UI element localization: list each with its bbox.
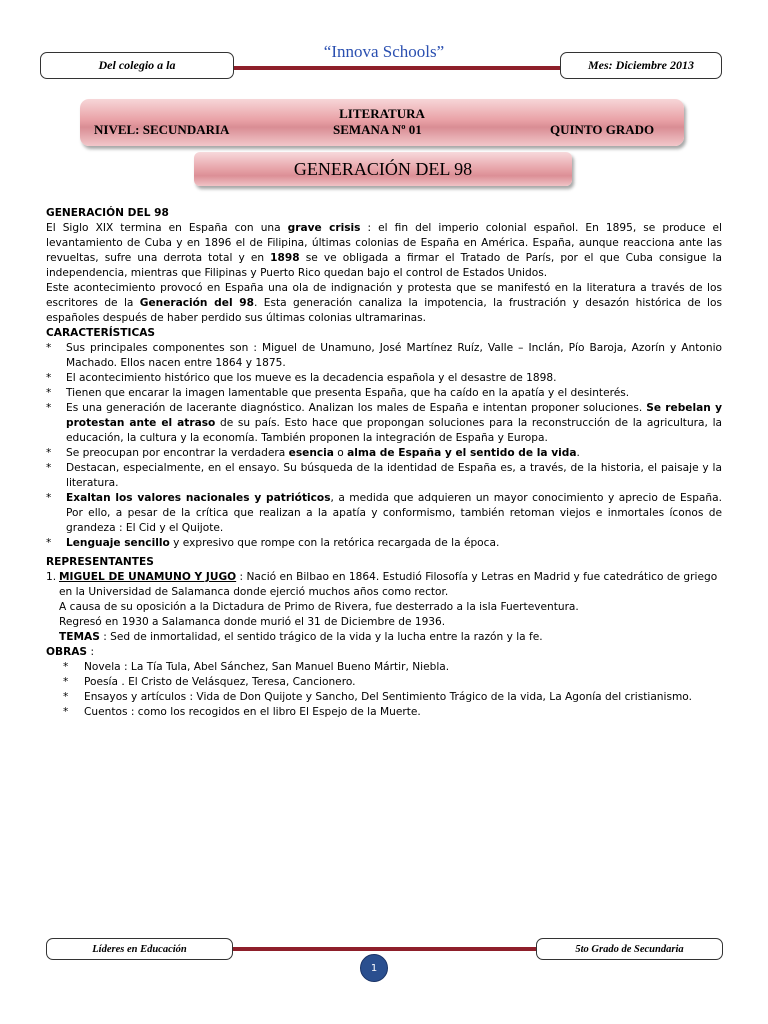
representative-entry bbox=[46, 570, 722, 645]
text-run: : Sed de inmortalidad, el sentido trágico de la vida y la lucha entre la razón y la fe. bbox=[99, 631, 543, 643]
text-run: y expresivo que rompe con la retórica recargada de la época. bbox=[169, 537, 500, 549]
text-run: o bbox=[333, 447, 348, 459]
document-body bbox=[46, 206, 722, 720]
text-run: , a medida que adquieren un mayor conocimiento y aprecio de España. Por ello, a pesar de la crítica que realizan a la apatía y conformismo, también retoman viejos e inmortales íconos de grandeza : El Cid y el Quijote. bbox=[66, 492, 722, 534]
works-label: OBRAS bbox=[46, 646, 88, 658]
bullet-star: * bbox=[46, 447, 52, 459]
bullet-star: * bbox=[46, 387, 52, 399]
characteristics-heading: CARACTERÍSTICAS bbox=[46, 327, 156, 339]
intro-paragraph-1 bbox=[46, 221, 722, 281]
text-run: . bbox=[576, 447, 580, 459]
header-divider bbox=[185, 66, 561, 70]
list-item bbox=[46, 401, 722, 446]
bold-run: Generación del 98 bbox=[139, 297, 255, 309]
list-item bbox=[46, 341, 722, 371]
bullet-star: * bbox=[46, 342, 52, 354]
grade-label: QUINTO GRADO bbox=[550, 122, 655, 137]
text-run: : bbox=[87, 646, 95, 658]
entry-number: 1. bbox=[46, 571, 57, 583]
text-run: Es una generación de lacerante diagnóstico. Analizan los males de España e intentan proponer soluciones. bbox=[66, 402, 647, 414]
work-text: Ensayos y artículos : Vida de Don Quijote y Sancho, Del Sentimiento Trágico de la vida, La Agonía del cristianismo. bbox=[84, 691, 692, 703]
representative-bio bbox=[59, 570, 722, 600]
work-item bbox=[46, 660, 722, 675]
week-label: SEMANA Nº 01 bbox=[333, 122, 422, 137]
bullet-star: * bbox=[46, 537, 52, 549]
representative-name: MIGUEL DE UNAMUNO Y JUGO bbox=[59, 571, 237, 583]
bold-run: grave crisis bbox=[287, 222, 361, 234]
text-run: : el fin del imperio colonial español. En 1895, se produce el levantamiento de Cuba y en 1896 el de Filipina, últimas colonias de España en América. España, aunque reacciona ante las revueltas, sufre una derrota total y en bbox=[46, 222, 722, 264]
work-item bbox=[46, 705, 722, 720]
work-text: Novela : La Tía Tula, Abel Sánchez, San Manuel Bueno Mártir, Niebla. bbox=[84, 661, 450, 673]
text-run: : Nació en Bilbao en 1864. Estudió Filosofía y Letras en Madrid y fue catedrático de griego en la Universidad de Salamanca donde ejerció muchos años como rector. bbox=[59, 571, 718, 598]
work-text: Poesía . El Cristo de Velásquez, Teresa, Cancionero. bbox=[84, 676, 356, 688]
subject-label: LITERATURA bbox=[339, 106, 425, 121]
footer-left-box: Líderes en Educación bbox=[46, 938, 233, 960]
text-run: Este acontecimiento provocó en España una ola de indignación y protesta que se manifestó en la literatura a través de los escritores de la bbox=[46, 282, 722, 309]
text-run: El Siglo XIX termina en España con una bbox=[46, 222, 288, 234]
works-heading bbox=[46, 645, 722, 660]
list-item bbox=[46, 446, 722, 461]
bold-run: alma de España y el sentido de la vida bbox=[347, 447, 577, 459]
themes-line bbox=[59, 630, 722, 645]
list-item bbox=[46, 491, 722, 536]
course-banner bbox=[80, 99, 684, 146]
text-run: de su país. Esto hace que propongan soluciones para la reconstrucción de la agricultura, la educación, la cultura y la economía. También proponen la integración de España y Europa. bbox=[66, 417, 723, 444]
list-item-text: Destacan, especialmente, en el ensayo. Su búsqueda de la identidad de España es, a través, de la historia, el paisaje y la literatura. bbox=[66, 462, 722, 489]
work-item bbox=[46, 690, 722, 705]
section-heading: GENERACIÓN DEL 98 bbox=[46, 207, 169, 219]
footer-divider bbox=[233, 947, 536, 951]
bold-run: 1898 bbox=[270, 252, 300, 264]
bullet-star: * bbox=[46, 372, 52, 384]
bio-line: A causa de su oposición a la Dictadura de Primo de Rivera, fue desterrado a la isla Fuerteventura. bbox=[59, 601, 579, 613]
bullet-star: * bbox=[63, 706, 69, 718]
bullet-star: * bbox=[63, 676, 69, 688]
level-label: NIVEL: SECUNDARIA bbox=[94, 122, 230, 137]
topic-title: GENERACIÓN DEL 98 bbox=[194, 152, 572, 186]
list-item-text: Sus principales componentes son : Miguel de Unamuno, José Martínez Ruíz, Valle – Inclán, Pío Baroja, Azorín y Antonio Machado. Ellos nacen entre 1864 y 1875. bbox=[66, 342, 722, 369]
bold-run: Exaltan los valores nacionales y patrióticos bbox=[66, 492, 331, 504]
themes-label: TEMAS bbox=[59, 631, 100, 643]
bold-run: Se rebelan y protestan ante el atraso bbox=[66, 402, 722, 429]
bullet-star: * bbox=[46, 402, 52, 414]
list-item-text: El acontecimiento histórico que los mueve es la decadencia española y el desastre de 1898. bbox=[66, 372, 557, 384]
bullet-star: * bbox=[63, 691, 69, 703]
representatives-heading: REPRESENTANTES bbox=[46, 556, 154, 568]
text-run: . Esta generación canaliza la impotencia, la frustración y desazón histórica de los españoles después de haber perdido sus últimas colonias ultramarinas. bbox=[46, 297, 723, 324]
list-item bbox=[46, 371, 722, 386]
bullet-star: * bbox=[63, 661, 69, 673]
work-text: Cuentos : como los recogidos en el libro El Espejo de la Muerte. bbox=[84, 706, 421, 718]
bio-line: Regresó en 1930 a Salamanca donde murió el 31 de Diciembre de 1936. bbox=[59, 616, 446, 628]
bold-run: esencia bbox=[288, 447, 334, 459]
bullet-star: * bbox=[46, 462, 52, 474]
list-item bbox=[46, 536, 722, 551]
list-item bbox=[46, 386, 722, 401]
page-number: 1 bbox=[360, 954, 388, 982]
footer-right-box: 5to Grado de Secundaria bbox=[536, 938, 723, 960]
bullet-star: * bbox=[46, 492, 52, 504]
school-name: “Innova Schools” bbox=[323, 42, 445, 61]
intro-paragraph-2 bbox=[46, 281, 722, 326]
bold-run: Lenguaje sencillo bbox=[66, 537, 170, 549]
text-run: Se preocupan por encontrar la verdadera bbox=[66, 447, 289, 459]
text-run: se ve obligada a firmar el Tratado de París, por el que Cuba consigue la independencia, mientras que Filipinas y Puerto Rico quedan bajo el control de Estados Unidos. bbox=[46, 252, 722, 279]
header-right-box: Mes: Diciembre 2013 bbox=[560, 52, 722, 79]
header-left-box: Del colegio a la bbox=[40, 52, 234, 79]
list-item bbox=[46, 461, 722, 491]
work-item bbox=[46, 675, 722, 690]
list-item-text: Tienen que encarar la imagen lamentable que presenta España, que ha caído en la apatía y el desinterés. bbox=[66, 387, 630, 399]
